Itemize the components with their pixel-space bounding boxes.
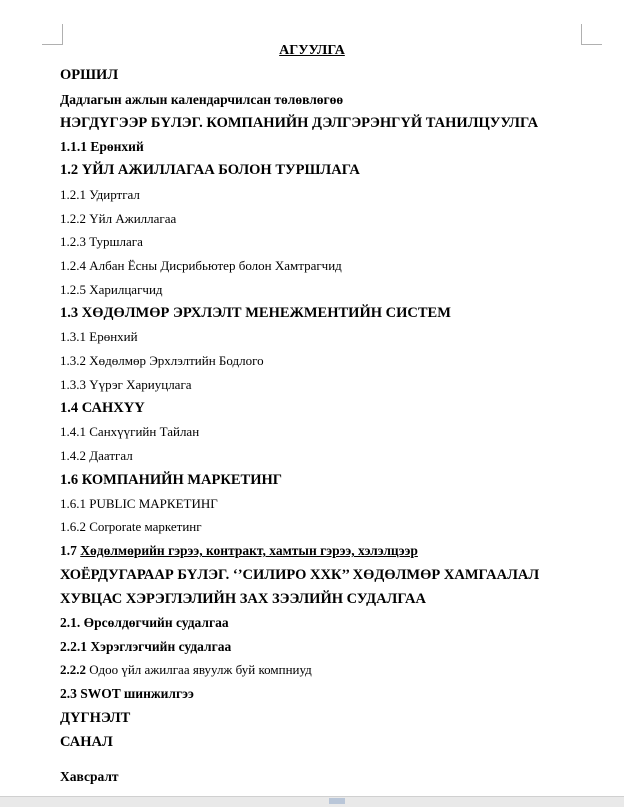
toc-entry-1-7-number: 1.7: [60, 543, 81, 558]
toc-entry-1-4: 1.4 САНХҮҮ: [60, 400, 145, 416]
toc-entry-1-2-4: 1.2.4 Албан Ёсны Дисрибьютер болон Хамтрагчид: [60, 258, 342, 273]
toc-entry-chapter-1: НЭГДҮГЭЭР БҮЛЭГ. КОМПАНИЙН ДЭЛГЭРЭНГҮЙ ТАНИЛЦУУЛГА: [60, 115, 539, 131]
toc-entry-chapter-2-cont: ХУВЦАС ХЭРЭГЛЭЛИЙН ЗАХ ЗЭЭЛИЙН СУДАЛГАА: [60, 591, 426, 607]
toc-entry-2-3: 2.3 SWOT шинжилгээ: [60, 686, 194, 701]
toc-entry-1-2-3: 1.2.3 Туршлага: [60, 234, 143, 249]
toc-entry-1-2-2: 1.2.2 Үйл Ажиллагаа: [60, 211, 177, 226]
toc-entry-1-6: 1.6 КОМПАНИЙН МАРКЕТИНГ: [60, 472, 283, 488]
toc-entry-1-3-3: 1.3.3 Үүрэг Хариуцлага: [60, 377, 192, 392]
toc-entry-appendix: Хавсралт: [60, 769, 119, 784]
toc-entry-1-3: 1.3 ХӨДӨЛМӨР ЭРХЛЭЛТ МЕНЕЖМЕНТИЙН СИСТЕМ: [60, 305, 451, 321]
window-bottom-bar: [0, 796, 624, 807]
toc-entry-1-7-text: Хөдөлмөрийн гэрээ, контракт, хамтын гэрээ, хэлэлцээр: [80, 543, 418, 558]
toc-entry-1-2-1: 1.2.1 Удиртгал: [60, 187, 140, 202]
toc-entry-1-1-1: 1.1.1 Ерөнхий: [60, 139, 144, 154]
toc-entry-2-2-2-number: 2.2.2: [60, 662, 86, 677]
toc-entry-recommendation: САНАЛ: [60, 734, 113, 750]
toc-entry-1-4-2: 1.4.2 Даатгал: [60, 448, 133, 463]
crop-mark-top-left: [42, 24, 63, 45]
page-icon: [329, 798, 345, 804]
toc-entry-conclusion: ДҮГНЭЛТ: [60, 710, 131, 726]
toc-entry-1-2-5: 1.2.5 Харилцагчид: [60, 282, 163, 297]
toc-entry-chapter-2: ХОЁРДУГАРААР БҮЛЭГ. ‘’СИЛИРО ХХК’’ ХӨДӨЛМӨР ХАМГААЛАЛ: [60, 567, 540, 583]
toc-entry-schedule: Дадлагын ажлын календарчилсан төлөвлөгөө: [60, 92, 344, 107]
toc-entry-1-6-2: 1.6.2 Corporate маркетинг: [60, 519, 202, 534]
toc-entry-2-2-2: [60, 662, 312, 678]
toc-entry-2-2-2-text: Одоо үйл ажилгаа явуулж буй компниуд: [86, 662, 312, 677]
toc-entry-1-3-1: 1.3.1 Ерөнхий: [60, 329, 138, 344]
toc-title: АГУУЛГА: [279, 43, 345, 58]
toc-entry-1-2: 1.2 ҮЙЛ АЖИЛЛАГАА БОЛОН ТУРШЛАГА: [60, 162, 360, 178]
toc-entry-1-3-2: 1.3.2 Хөдөлмөр Эрхлэлтийн Бодлого: [60, 353, 264, 368]
toc-entry-2-1: 2.1. Өрсөлдөгчийн судалгаа: [60, 615, 229, 630]
toc-entry-2-2-1: 2.2.1 Хэрэглэгчийн судалгаа: [60, 639, 232, 654]
toc-entry-1-7: [60, 543, 418, 559]
toc-entry-1-6-1: 1.6.1 PUBLIC МАРКЕТИНГ: [60, 496, 218, 511]
toc-entry-introduction: ОРШИЛ: [60, 67, 119, 83]
toc-entry-1-4-1: 1.4.1 Санхүүгийн Тайлан: [60, 424, 200, 439]
crop-mark-top-right: [581, 24, 602, 45]
